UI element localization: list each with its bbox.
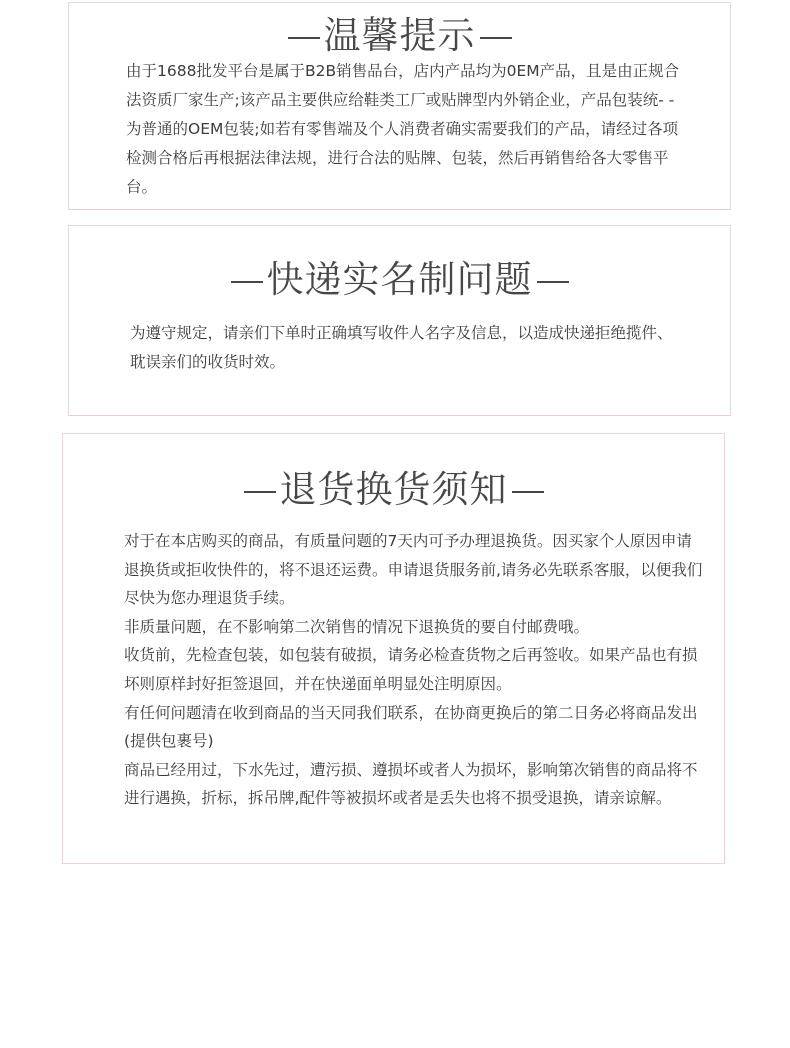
returns-paragraph: 有任何问题清在收到商品的当天同我们联系，在协商更换后的第二日务必将商品发出(提供包裹号) [124,703,698,751]
notice-card [68,2,731,210]
returns-body [124,527,706,813]
courier-title [69,257,730,303]
notice-title [69,14,730,58]
notice-title-text: 温馨提示 [323,14,476,57]
courier-title-text: 快递实名制问题 [266,258,533,301]
returns-title [63,467,724,513]
courier-body: 为遵守规定，请亲们下单时正确填写收件人名字及信息，以造成快递拒绝揽件、耽误亲们的收货时效。 [130,324,673,371]
title-dash-right [512,491,544,493]
returns-paragraph: 商品已经用过，下水先过，遭污损、遵损坏或者人为损坏，影响第次销售的商品将不进行遇换，折标，拆吊牌,配件等被损坏或者是丢失也将不损受退换，请亲谅解。 [124,760,698,808]
returns-card [62,433,725,864]
returns-paragraph: 对于在本店购买的商品，有质量问题的7天内可予办理退换货。因买家个人原因申请退换货或拒收快件的，将不退还运费。申请退货服务前,请务必先联系客服，以便我们尽快为您办理退货手续。 [124,532,703,608]
title-dash-right [537,281,569,283]
returns-paragraph: 非质量问题，在不影响第二次销售的情况下退换货的要自付邮费哦。 [124,617,590,636]
title-dash-right [480,37,512,39]
courier-card [68,225,731,416]
notice-body: 由于1688批发平台是属于B2B销售品台，店内产品均为0EM产品，且是由正规合法资质厂家生产;该产品主要供应给鞋类工厂或贴牌型内外销企业，产品包装统- -为普通的OEM包装;如若有零售端及个人消费者确实需要我们的产品，请经过各项检测合格后再根据法律法规，进行合法的贴牌、包装，然后再销售给各大零售平台。 [126,62,680,196]
title-dash-left [288,37,320,39]
returns-paragraph: 收货前，先检查包装，如包装有破损，请务必检查货物之后再签收。如果产品也有损坏则原样封好拒签退回，并在快递面单明显处注明原因。 [124,646,698,693]
title-dash-left [231,281,263,283]
title-dash-left [244,491,276,493]
returns-title-text: 退货换货须知 [279,468,508,511]
